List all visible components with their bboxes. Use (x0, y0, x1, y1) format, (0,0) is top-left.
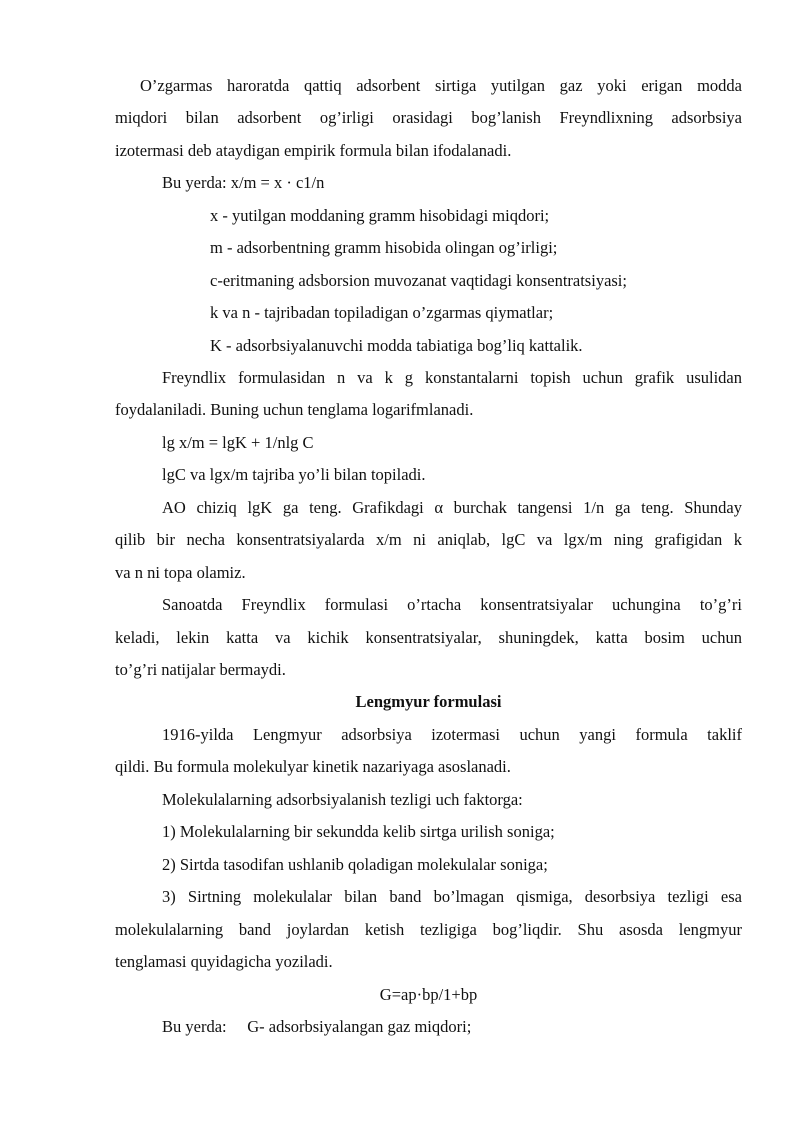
paragraph-line: lgC va lgx/m tajriba yo’li bilan topiladi. (162, 465, 426, 484)
definition-line: x - yutilgan moddaning gramm hisobidagi miqdori; (210, 206, 550, 225)
section-heading: Lengmyur formulasi (355, 692, 502, 711)
formula-line: G=ap·bp/1+bp (379, 985, 478, 1004)
paragraph-line: 1916-yilda Lengmyur adsorbsiya izotermasi uchun yangi formula taklif (162, 725, 742, 744)
list-item: 1) Molekulalarning bir sekundda kelib sirtga urilish soniga; (162, 822, 555, 841)
paragraph-line: molekulalarning band joylardan ketish tezligiga bog’liqdir. Shu asosda lengmyur (115, 920, 742, 939)
list-item: 2) Sirtda tasodifan ushlanib qoladigan molekulalar soniga; (162, 855, 548, 874)
paragraph-line: Freyndlix formulasidan n va k g konstantalarni topish uchun grafik usulidan (162, 368, 742, 387)
paragraph-line: tenglamasi quyidagicha yoziladi. (115, 952, 333, 971)
paragraph-line: O’zgarmas haroratda qattiq adsorbent sirtiga yutilgan gaz yoki erigan modda (140, 76, 742, 95)
definition-line: m - adsorbentning gramm hisobida olingan og’irligi; (210, 238, 558, 257)
paragraph-line: AO chiziq lgK ga teng. Grafikdagi α burchak tangensi 1/n ga teng. Shunday (162, 498, 742, 517)
paragraph-line: Sanoatda Freyndlix formulasi o’rtacha konsentratsiyalar uchungina to’g’ri (162, 595, 742, 614)
paragraph-line: Bu yerda: G- adsorbsiyalangan gaz miqdori; (162, 1017, 472, 1036)
list-item: 3) Sirtning molekulalar bilan band bo’lmagan qismiga, desorbsiya tezligi esa (162, 887, 742, 906)
paragraph-line: to’g’ri natijalar bermaydi. (115, 660, 286, 679)
formula-line: lg x/m = lgK + 1/nlg C (162, 433, 314, 452)
paragraph-line: miqdori bilan adsorbent og’irligi orasidagi bog’lanish Freyndlixning adsorbsiya (115, 108, 742, 127)
paragraph-line: Molekulalarning adsorbsiyalanish tezligi uch faktorga: (162, 790, 523, 809)
paragraph-line: keladi, lekin katta va kichik konsentratsiyalar, shuningdek, katta bosim uchun (115, 628, 742, 647)
definition-line: c-eritmaning adsborsion muvozanat vaqtidagi konsentratsiyasi; (210, 271, 627, 290)
paragraph-line: qildi. Bu formula molekulyar kinetik nazariyaga asoslanadi. (115, 757, 511, 776)
paragraph-line: qilib bir necha konsentratsiyalarda x/m ni aniqlab, lgC va lgx/m ning grafigidan k (115, 530, 742, 549)
definition-line: k va n - tajribadan topiladigan o’zgarmas qiymatlar; (210, 303, 554, 322)
formula-line: Bu yerda: x/m = x · c1/n (162, 173, 325, 192)
paragraph-line: va n ni topa olamiz. (115, 563, 246, 582)
paragraph-line: foydalaniladi. Buning uchun tenglama logarifmlanadi. (115, 400, 474, 419)
paragraph-line: izotermasi deb ataydigan empirik formula bilan ifodalanadi. (115, 141, 512, 160)
definition-line: K - adsorbsiyalanuvchi modda tabiatiga bog’liq kattalik. (210, 336, 583, 355)
